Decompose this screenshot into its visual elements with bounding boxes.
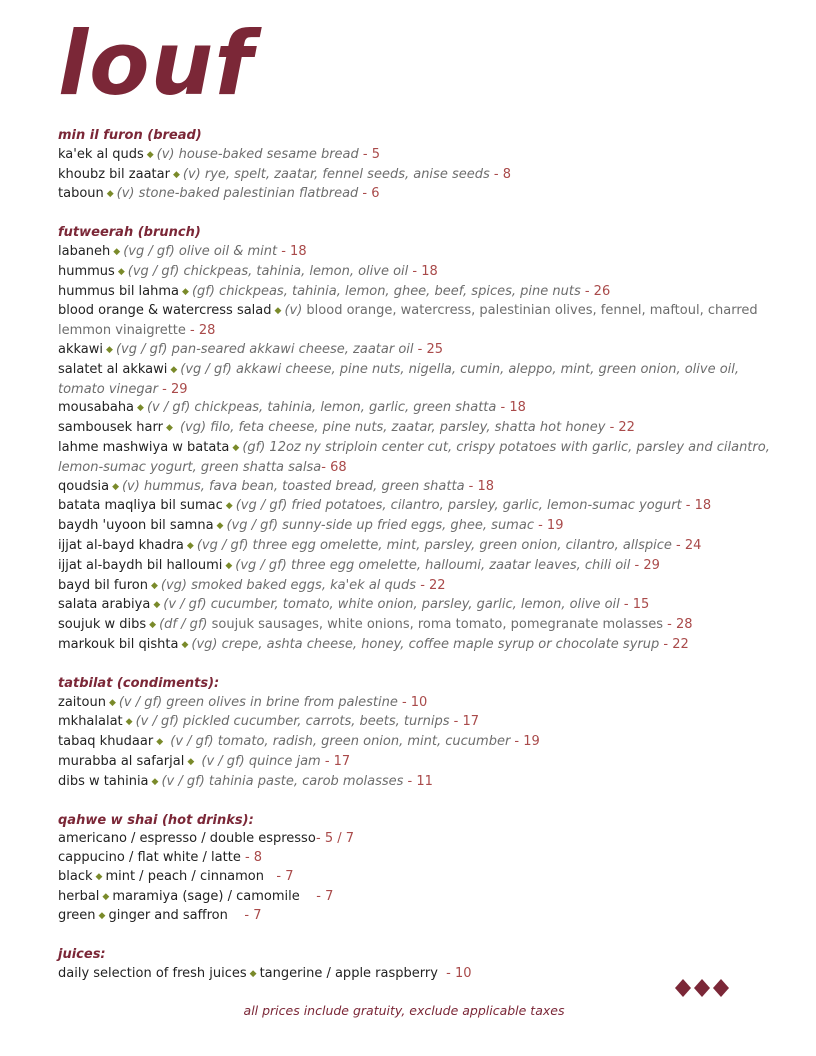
dot-icon: ◆ — [151, 776, 159, 787]
diamond-ornament-icon — [674, 976, 730, 1000]
menu-item: black ◆ mint / peach / cinnamon - 7 — [58, 868, 294, 884]
menu-item: dibs w tahinia ◆ (v / gf) tahinia paste, carob molasses - 11 — [58, 773, 433, 789]
menu — [58, 127, 778, 985]
dot-icon: ◆ — [274, 306, 282, 317]
menu-item: salatet al akkawi ◆ (vg / gf) akkawi cheese, pine nuts, nigella, cumin, aleppo, mint, green onion, olive oil, tomato vinegar - 29 — [58, 361, 740, 397]
menu-item: blood orange & watercress salad ◆ (v) blood orange, watercress, palestinian olives, fennel, maftoul, charred lemmon vinaigrette - 28 — [58, 303, 758, 339]
menu-item: bayd bil furon ◆ (vg) smoked baked eggs, ka'ek al quds - 22 — [58, 577, 446, 593]
dot-icon: ◆ — [137, 403, 144, 414]
dot-icon: ◆ — [98, 911, 106, 922]
menu-item: khoubz bil zaatar ◆ (v) rye, spelt, zaatar, fennel seeds, anise seeds - 8 — [58, 166, 511, 182]
dot-icon: ◆ — [125, 717, 133, 728]
menu-item: cappucino / flat white / latte - 8 — [58, 850, 263, 866]
menu-item: lahme mashwiya w batata ◆ (gf) 12oz ny striploin center cut, crispy potatoes with garlic, parsley and cilantro, lemon-sumac yogurt, green shatta salsa- 68 — [58, 439, 770, 475]
dot-icon: ◆ — [187, 756, 195, 767]
menu-item: ka'ek al quds ◆ (v) house-baked sesame bread - 5 — [58, 146, 380, 162]
dot-icon: ◆ — [181, 639, 189, 650]
dot-icon: ◆ — [149, 620, 157, 631]
dot-icon: ◆ — [225, 501, 233, 512]
dot-icon: ◆ — [106, 189, 114, 200]
menu-item: baydh 'uyoon bil samna ◆ (vg / gf) sunny-side up fried eggs, ghee, sumac - 19 — [58, 518, 564, 534]
dot-icon: ◆ — [172, 169, 180, 180]
section-title-bread: min il furon (bread) — [58, 128, 202, 143]
menu-item: salata arabiya ◆ (v / gf) cucumber, tomato, white onion, parsley, garlic, lemon, olive oil - 15 — [58, 597, 650, 613]
menu-item: americano / espresso / double espresso- 5 / 7 — [58, 831, 355, 847]
section-title-brunch: futweerah (brunch) — [58, 225, 201, 241]
dot-icon: ◆ — [249, 969, 257, 980]
menu-item: labaneh ◆ (vg / gf) olive oil & mint - 18 — [58, 243, 307, 259]
menu-item: sambousek harr ◆ (vg) filo, feta cheese, pine nuts, zaatar, parsley, shatta hot honey - 22 — [58, 420, 635, 436]
menu-item: mousabaha ◆ (v / gf) chickpeas, tahinia, lemon, garlic, green shatta - 18 — [58, 400, 526, 416]
dot-icon: ◆ — [150, 580, 158, 591]
menu-item: murabba al safarjal ◆ (v / gf) quince jam - 17 — [58, 753, 351, 769]
section-title-condiments: tatbilat (condiments): — [58, 675, 220, 691]
dot-icon: ◆ — [170, 364, 178, 375]
menu-item: ijjat al-bayd khadra ◆ (vg / gf) three egg omelette, mint, parsley, green onion, cilantro, allspice - 24 — [58, 537, 702, 553]
menu-item: ijjat al-baydh bil halloumi ◆ (vg / gf) three egg omelette, halloumi, zaatar leaves, chili oil - 29 — [58, 557, 660, 573]
menu-item: daily selection of fresh juices ◆ tangerine / apple raspberry - 10 — [58, 966, 472, 982]
louf-logo: louf — [58, 12, 254, 115]
dot-icon: ◆ — [112, 481, 119, 492]
footer-note: all prices include gratuity, exclude applicable taxes — [243, 1003, 565, 1018]
dot-icon: ◆ — [95, 871, 103, 882]
menu-item: akkawi ◆ (vg / gf) pan-seared akkawi cheese, zaatar oil - 25 — [58, 341, 444, 357]
dot-icon: ◆ — [216, 521, 224, 532]
menu-item: soujuk w dibs ◆ (df / gf) soujuk sausages, white onions, roma tomato, pomegranate molasses - 28 — [58, 617, 693, 633]
dot-icon: ◆ — [102, 891, 110, 902]
dot-icon: ◆ — [106, 344, 113, 355]
dot-icon: ◆ — [153, 600, 161, 611]
menu-item: batata maqliya bil sumac ◆ (vg / gf) fried potatoes, cilantro, parsley, garlic, lemon-sumac yogurt - 18 — [58, 498, 712, 514]
section-title-juices: juices: — [58, 947, 106, 963]
dot-icon: ◆ — [165, 423, 173, 434]
dot-icon: ◆ — [117, 266, 125, 277]
menu-item: taboun ◆ (v) stone-baked palestinian flatbread - 6 — [58, 186, 380, 202]
menu-item: mkhalalat ◆ (v / gf) pickled cucumber, carrots, beets, turnips - 17 — [58, 714, 479, 730]
section-title-hot-drinks: qahwe w shai (hot drinks): — [58, 812, 254, 828]
dot-icon: ◆ — [232, 442, 240, 453]
dot-icon: ◆ — [186, 540, 194, 551]
menu-item: green ◆ ginger and saffron - 7 — [58, 908, 262, 924]
dot-icon: ◆ — [108, 697, 116, 708]
menu-item: herbal ◆ maramiya (sage) / camomile - 7 — [58, 888, 334, 904]
menu-item: hummus bil lahma ◆ (gf) chickpeas, tahinia, lemon, ghee, beef, spices, pine nuts - 26 — [58, 283, 611, 299]
menu-item: qoudsia ◆ (v) hummus, fava bean, toasted bread, green shatta - 18 — [58, 478, 495, 494]
menu-item: zaitoun ◆ (v / gf) green olives in brine from palestine - 10 — [58, 694, 428, 710]
dot-icon: ◆ — [156, 737, 164, 748]
menu-item: markouk bil qishta ◆ (vg) crepe, ashta cheese, honey, coffee maple syrup or chocolate syrup - 22 — [58, 636, 689, 652]
dot-icon: ◆ — [113, 246, 121, 257]
menu-item: hummus ◆ (vg / gf) chickpeas, tahinia, lemon, olive oil - 18 — [58, 263, 438, 279]
dot-icon: ◆ — [146, 149, 154, 160]
dot-icon: ◆ — [225, 560, 233, 571]
dot-icon: ◆ — [182, 286, 189, 297]
menu-item: tabaq khudaar ◆ (v / gf) tomato, radish, green onion, mint, cucumber - 19 — [58, 734, 540, 750]
